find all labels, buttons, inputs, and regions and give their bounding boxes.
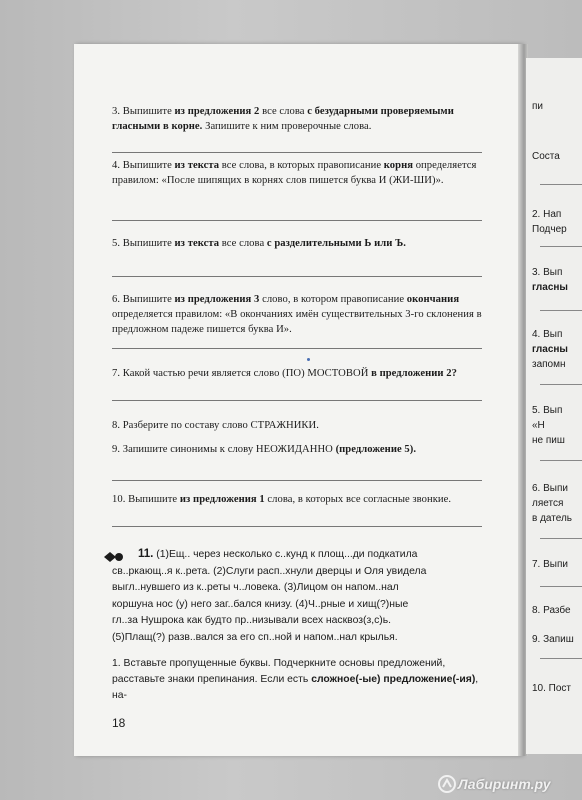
- right-page-text: Соста: [532, 151, 560, 162]
- answer-line: [540, 246, 582, 247]
- answer-line: [540, 384, 582, 385]
- bold-fragment: с разделительными Ь или Ъ.: [266, 238, 406, 249]
- question-4: [112, 158, 488, 188]
- answer-line: [540, 658, 582, 659]
- question-10: [112, 492, 488, 507]
- answer-line: [112, 348, 482, 349]
- answer-line: [112, 276, 482, 277]
- answer-line: [112, 480, 482, 481]
- text-fragment: слово, в котором правописание: [259, 294, 407, 305]
- right-page-text: 7. Выпи: [532, 559, 568, 570]
- task-line: выгл..нувшего из к..реты ч..ловека. (3)Лицом он напом..нал: [112, 582, 399, 593]
- right-page-text: 6. Выпи: [532, 483, 568, 494]
- right-page-text: не пиш: [532, 435, 565, 446]
- right-page-text: «Н: [532, 420, 545, 431]
- question-5: [112, 236, 488, 251]
- bold-fragment: сложное(-ые) предложение(-ия): [311, 674, 476, 685]
- question-8: [112, 418, 488, 433]
- right-page-text: 3. Вып: [532, 267, 563, 278]
- right-page-text: 4. Вып: [532, 329, 563, 340]
- bold-fragment: из текста: [174, 160, 220, 171]
- labirint-logo-icon: [438, 775, 456, 793]
- bold-fragment: окончания: [406, 294, 460, 305]
- bold-fragment: из предложения 2: [174, 106, 260, 117]
- text-fragment: 10. Выпишите: [112, 494, 180, 505]
- task-line: гл..за Нушрока как будто пр..низывали всех насквоз(з,с)ь.: [112, 615, 392, 626]
- text-fragment: 8. Разберите по составу слово СТРАЖНИКИ.: [112, 420, 319, 431]
- question-7: [112, 366, 488, 381]
- text-fragment: 3. Выпишите: [112, 106, 175, 117]
- question-6: [112, 292, 488, 337]
- task-line: коршуна нос (у) него заг..бался книзу. (4)Ч..рные и хищ(?)ные: [112, 598, 409, 610]
- answer-line: [112, 220, 482, 221]
- text-fragment: Запишите к ним проверочные слова.: [202, 121, 372, 132]
- bold-fragment: корня: [383, 160, 414, 171]
- text-fragment: слова, в которых все согласные звонкие.: [264, 494, 452, 505]
- task-11-text: [112, 546, 488, 646]
- answer-line: [112, 152, 482, 153]
- bold-fragment: в предложении 2?: [371, 368, 457, 379]
- task-line: (5)Плащ(?) разв..вался за его сп..ной и напом..нал крылья.: [112, 631, 398, 643]
- text-fragment: все слова, в которых правописание: [219, 160, 384, 171]
- right-page-text: Подчер: [532, 224, 567, 235]
- ink-dot: [307, 358, 310, 361]
- question-9: [112, 442, 488, 457]
- answer-line: [540, 460, 582, 461]
- text-fragment: 1. Вставьте пропущенные буквы. Подчеркните основы предложений, расставьте знаки препинания. Если есть: [112, 658, 446, 685]
- task-line: св..ркающ..я к..рета. (2)Слуги расп..хнули дверцы и Оля увидела: [112, 565, 427, 577]
- answer-line: [540, 538, 582, 539]
- text-fragment: определяется правилом: «В окончаниях имён существительных 3-го склонения в предложном падеже пишется буква И».: [112, 309, 482, 335]
- answer-line: [112, 526, 482, 527]
- right-page-text: 5. Вып: [532, 405, 563, 416]
- workbook-page-right: [526, 58, 582, 754]
- right-page-text: 8. Разбе: [532, 605, 571, 616]
- text-fragment: 7. Какой частью речи является слово (ПО) МОСТОВОЙ: [112, 368, 372, 379]
- watermark-text: Лабиринт.ру: [458, 776, 551, 792]
- right-page-text: гласны: [532, 282, 568, 293]
- text-fragment: все слова: [219, 238, 267, 249]
- right-page-text: гласны: [532, 344, 568, 355]
- bold-fragment: из предложения 3: [174, 294, 260, 305]
- watermark: [438, 772, 578, 796]
- answer-line: [540, 310, 582, 311]
- right-page-text: запомн: [532, 359, 566, 370]
- bold-fragment: из предложения 1: [179, 494, 265, 505]
- text-fragment: 6. Выпишите: [112, 294, 175, 305]
- text-fragment: 5. Выпишите: [112, 238, 175, 249]
- text-fragment: , на-: [112, 674, 479, 701]
- answer-line: [540, 184, 582, 185]
- text-fragment: все слова: [259, 106, 308, 117]
- bold-fragment: с безударными проверяемыми гласными в корне.: [112, 106, 454, 132]
- right-page-text: 2. Нап: [532, 209, 562, 220]
- answer-line: [540, 586, 582, 587]
- text-fragment: 4. Выпишите: [112, 160, 175, 171]
- page-number: 18: [112, 716, 126, 730]
- bold-fragment: (предложение 5).: [335, 444, 417, 455]
- right-page-text: в датель: [532, 513, 573, 524]
- text-fragment: 9. Запишите синонимы к слову НЕОЖИДАННО: [112, 444, 336, 455]
- task-11-question-1: [112, 656, 488, 704]
- bold-fragment: из текста: [174, 238, 220, 249]
- answer-line: [112, 400, 482, 401]
- right-page-text: 10. Пост: [532, 683, 572, 694]
- task-number: 11.: [138, 548, 154, 560]
- task-line: (1)Ещ.. через несколько с..кунд к площ...ди подкатила: [156, 549, 418, 560]
- right-page-text: ляется: [532, 498, 564, 509]
- right-page-text: пи: [532, 101, 544, 112]
- text-fragment: определяется правилом: «После шипящих в корнях слов пишется буква И (ЖИ-ШИ)».: [112, 160, 477, 186]
- right-page-text: 9. Запиш: [532, 634, 574, 645]
- question-3: [112, 104, 488, 134]
